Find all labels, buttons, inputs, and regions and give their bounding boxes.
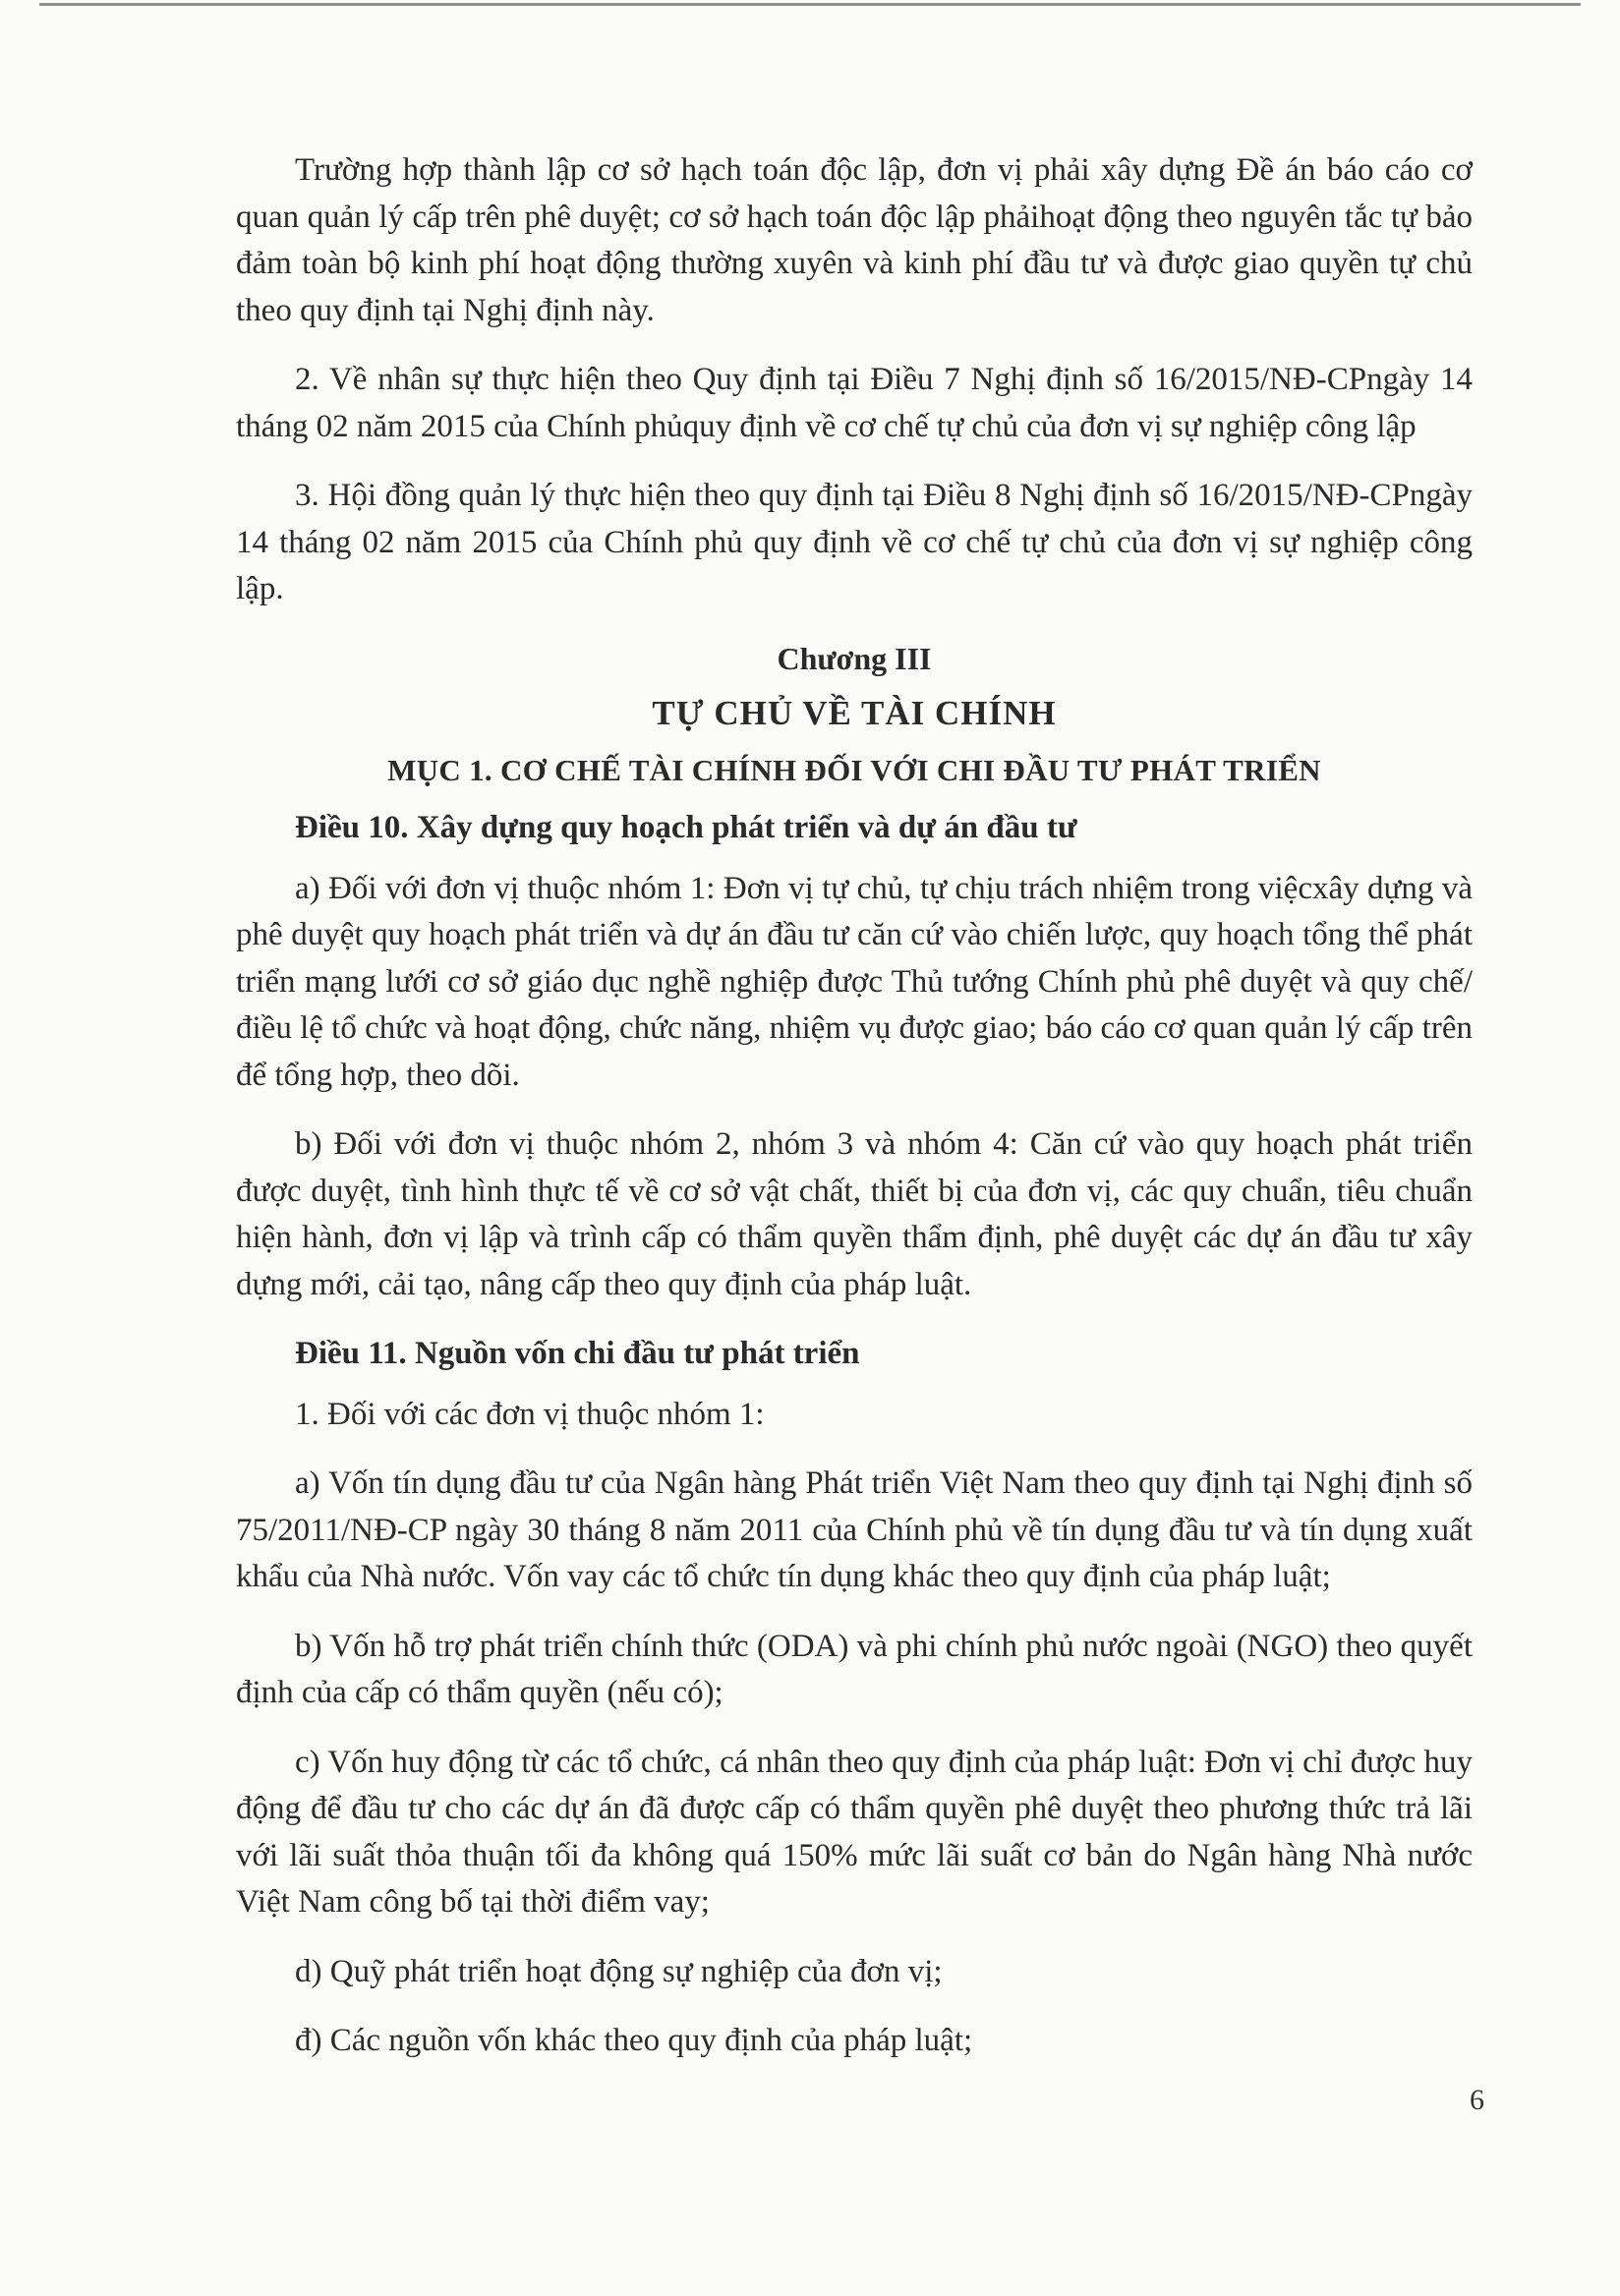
article-11-point-b: b) Vốn hỗ trợ phát triển chính thức (ODA) và phi chính phủ nước ngoài (NGO) theo quyết định của cấp có thẩm quyền (nếu có); — [236, 1628, 1473, 1710]
page-number: 6 — [1470, 2084, 1484, 2116]
chapter-label: Chương III — [777, 640, 932, 676]
article-11-title: Điều 11. Nguồn vốn chi đầu tư phát triển — [295, 1336, 860, 1371]
article-11-point-d: d) Quỹ phát triển hoạt động sự nghiệp của đơn vị; — [295, 1953, 943, 1989]
article-11-clause-1: 1. Đối với các đơn vị thuộc nhóm 1: — [295, 1396, 765, 1432]
article-10-point-b: b) Đối với đơn vị thuộc nhóm 2, nhóm 3 và nhóm 4: Căn cứ vào quy hoạch phát triển được duyệt, tình hình thực tế về cơ sở vật chất, thiết bị của đơn vị, các quy chuẩn, tiêu chuẩn hiện hành, đơn vị lập và trình cấp có thẩm quyền thẩm định, phê duyệt các dự án đầu tư xây dựng mới, cải tạo, nâng cấp theo quy định của pháp luật. — [236, 1126, 1473, 1302]
article-11-point-dd: đ) Các nguồn vốn khác theo quy định của pháp luật; — [295, 2023, 973, 2058]
paragraph-management-board: 3. Hội đồng quản lý thực hiện theo quy định tại Điều 8 Nghị định số 16/2015/NĐ-CPngày 14 tháng 02 năm 2015 của Chính phủ quy định về cơ chế tự chủ của đơn vị sự nghiệp công lập. — [236, 478, 1473, 606]
chapter-title: TỰ CHỦ VỀ TÀI CHÍNH — [652, 694, 1057, 732]
paragraph-independent-accounting: Trường hợp thành lập cơ sở hạch toán độc lập, đơn vị phải xây dựng Đề án báo cáo cơ quan quản lý cấp trên phê duyệt; cơ sở hạch toán độc lập phảihoạt động theo nguyên tắc tự bảo đảm toàn bộ kinh phí hoạt động thường xuyên và kinh phí đầu tư và được giao quyền tự chủ theo quy định tại Nghị định này. — [236, 152, 1473, 328]
article-11-point-c: c) Vốn huy động từ các tổ chức, cá nhân theo quy định của pháp luật: Đơn vị chỉ được huy động để đầu tư cho các dự án đã được cấp có thẩm quyền phê duyệt theo phương thức trả lãi với lãi suất thỏa thuận tối đa không quá 150% mức lãi suất cơ bản do Ngân hàng Nhà nước Việt Nam công bố tại thời điểm vay; — [236, 1744, 1473, 1920]
article-10-point-a: a) Đối với đơn vị thuộc nhóm 1: Đơn vị tự chủ, tự chịu trách nhiệm trong việcxây dựng và phê duyệt quy hoạch phát triển và dự án đầu tư căn cứ vào chiến lược, quy hoạch tổng thể phát triển mạng lưới cơ sở giáo dục nghề nghiệp được Thủ tướng Chính phủ phê duyệt và quy chế/điều lệ tổ chức và hoạt động, chức năng, nhiệm vụ được giao; báo cáo cơ quan quản lý cấp trên để tổng hợp, theo dõi. — [236, 870, 1473, 1093]
paragraph-personnel: 2. Về nhân sự thực hiện theo Quy định tại Điều 7 Nghị định số 16/2015/NĐ-CPngày 14 tháng 02 năm 2015 của Chính phủquy định về cơ chế tự chủ của đơn vị sự nghiệp công lập — [236, 362, 1473, 444]
article-11-point-a: a) Vốn tín dụng đầu tư của Ngân hàng Phát triển Việt Nam theo quy định tại Nghị định số 75/2011/NĐ-CP ngày 30 tháng 8 năm 2011 của Chính phủ về tín dụng đầu tư và tín dụng xuất khẩu của Nhà nước. Vốn vay các tổ chức tín dụng khác theo quy định của pháp luật; — [236, 1465, 1473, 1594]
section-title: MỤC 1. CƠ CHẾ TÀI CHÍNH ĐỐI VỚI CHI ĐẦU TƯ PHÁT TRIỂN — [387, 752, 1321, 787]
article-10-title: Điều 10. Xây dựng quy hoạch phát triển và dự án đầu tư — [295, 810, 1077, 845]
